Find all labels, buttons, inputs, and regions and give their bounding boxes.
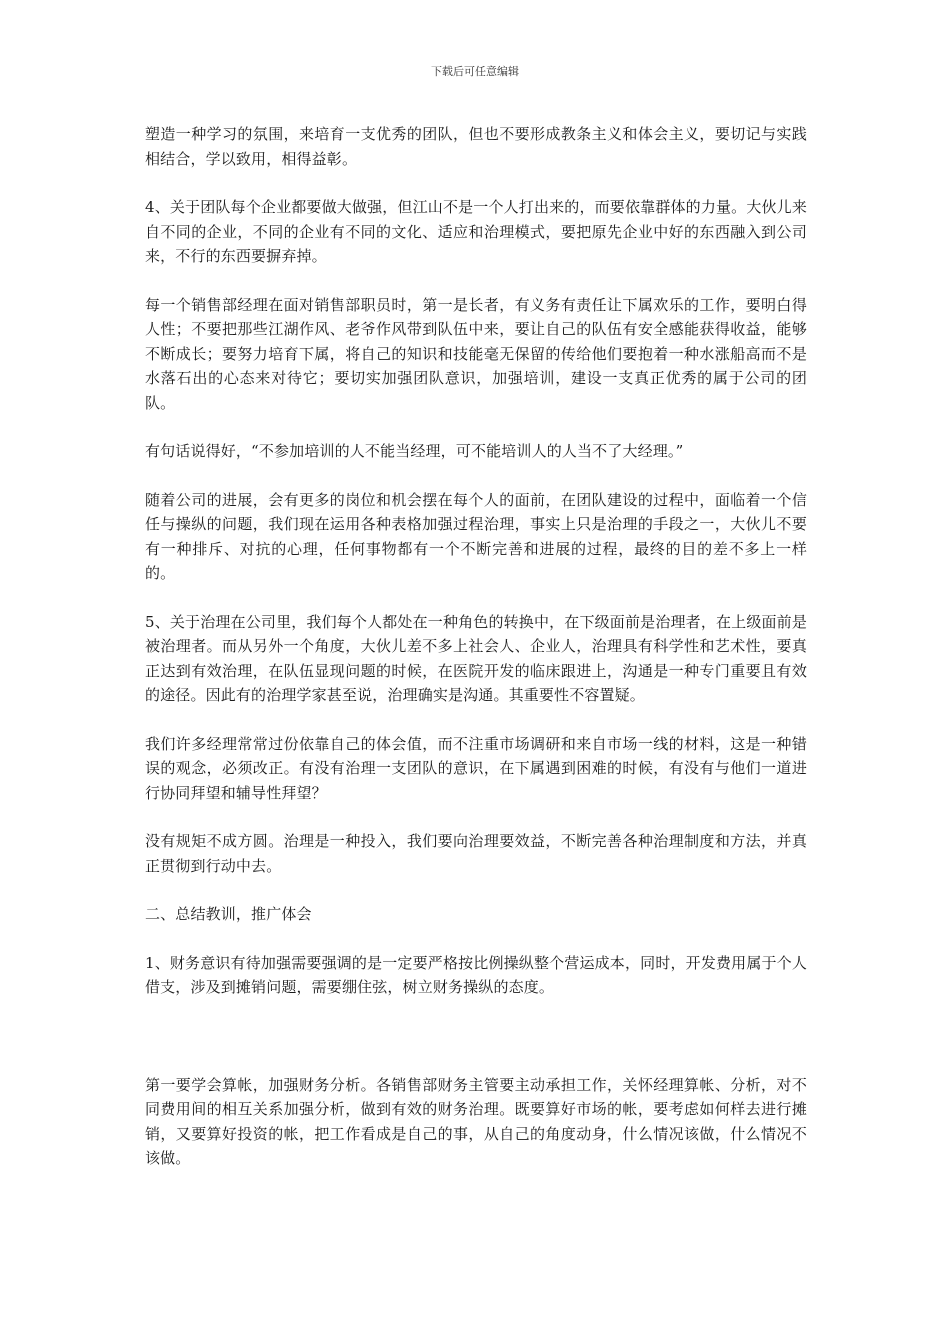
paragraph-finance-awareness: 1、财务意识有待加强需要强调的是一定要严格按比例操纵整个营运成本，同时，开发费用属于个人借支，涉及到摊销问题，需要绷住弦，树立财务操纵的态度。 xyxy=(145,953,807,996)
paragraph-experience: 我们许多经理常常过份依靠自己的体会值，而不注重市场调研和来自市场一线的材料，这是一种错误的观念，必须改正。有没有治理一支团队的意识，在下属遇到困难的时候，有没有与他们一道进行协同拜望和辅导性拜望？ xyxy=(145,734,807,802)
paragraph-quote: 有句话说得好，“不参加培训的人不能当经理，可不能培训人的人当不了大经理。” xyxy=(145,442,684,460)
blank-space xyxy=(145,1024,807,1073)
document-body xyxy=(145,122,807,1195)
paragraph-accounting: 第一要学会算帐，加强财务分析。各销售部财务主管要主动承担工作，关怀经理算帐、分析，对不同费用间的相互关系加强分析，做到有效的财务治理。既要算好市场的帐，要考虑如何样去进行摊销，又要算好投资的帐，把工作看成是自己的事，从自己的角度动身，什么情况该做，什么情况不该做。 xyxy=(145,1075,807,1167)
paragraph-team: 4、关于团队每个企业都要做大做强，但江山不是一个人打出来的，而要依靠群体的力量。大伙儿来自不同的企业，不同的企业有不同的文化、适应和治理模式，要把原先企业中好的东西融入到公司来，不行的东西要摒弃掉。 xyxy=(145,198,807,265)
paragraph-management: 5、关于治理在公司里，我们每个人都处在一种角色的转换中，在下级面前是治理者，在上级面前是被治理者。而从另外一个角度，大伙儿差不多上社会人、企业人，治理具有科学性和艺术性，要真正达到有效治理，在队伍显现问题的时候，在医院开发的临床跟进上，沟通是一种专门重要且有效的途径。因此有的治理学家甚至说，治理确实是沟通。其重要性不容置疑。 xyxy=(145,612,807,704)
paragraph-sales-manager: 每一个销售部经理在面对销售部职员时，第一是长者，有义务有责任让下属欢乐的工作，要明白得人性；不要把那些江湖作风、老爷作风带到队伍中来，要让自己的队伍有安全感能获得收益，能够不断成长；要努力培育下属，将自己的知识和技能毫无保留的传给他们要抱着一种水涨船高而不是水落石出的心态来对待它；要切实加强团队意识，加强培训，建设一支真正优秀的属于公司的团队。 xyxy=(145,295,807,412)
section-heading-summary: 二、总结教训，推广体会 xyxy=(145,905,312,923)
paragraph-development: 随着公司的进展，会有更多的岗位和机会摆在每个人的面前，在团队建设的过程中，面临着一个信任与操纵的问题，我们现在运用各种表格加强过程治理，事实上只是治理的手段之一，大伙儿不要有一种排斥、对抗的心理，任何事物都有一个不断完善和进展的过程，最终的目的差不多上一样的。 xyxy=(145,490,807,582)
page-header: 下载后可任意编辑 xyxy=(431,65,519,78)
paragraph-learning-atmosphere: 塑造一种学习的氛围，来培育一支优秀的团队，但也不要形成教条主义和体会主义，要切记与实践相结合，学以致用，相得益彰。 xyxy=(145,125,807,168)
paragraph-rules: 没有规矩不成方圆。治理是一种投入，我们要向治理要效益，不断完善各种治理制度和方法，并真正贯彻到行动中去。 xyxy=(145,832,807,875)
